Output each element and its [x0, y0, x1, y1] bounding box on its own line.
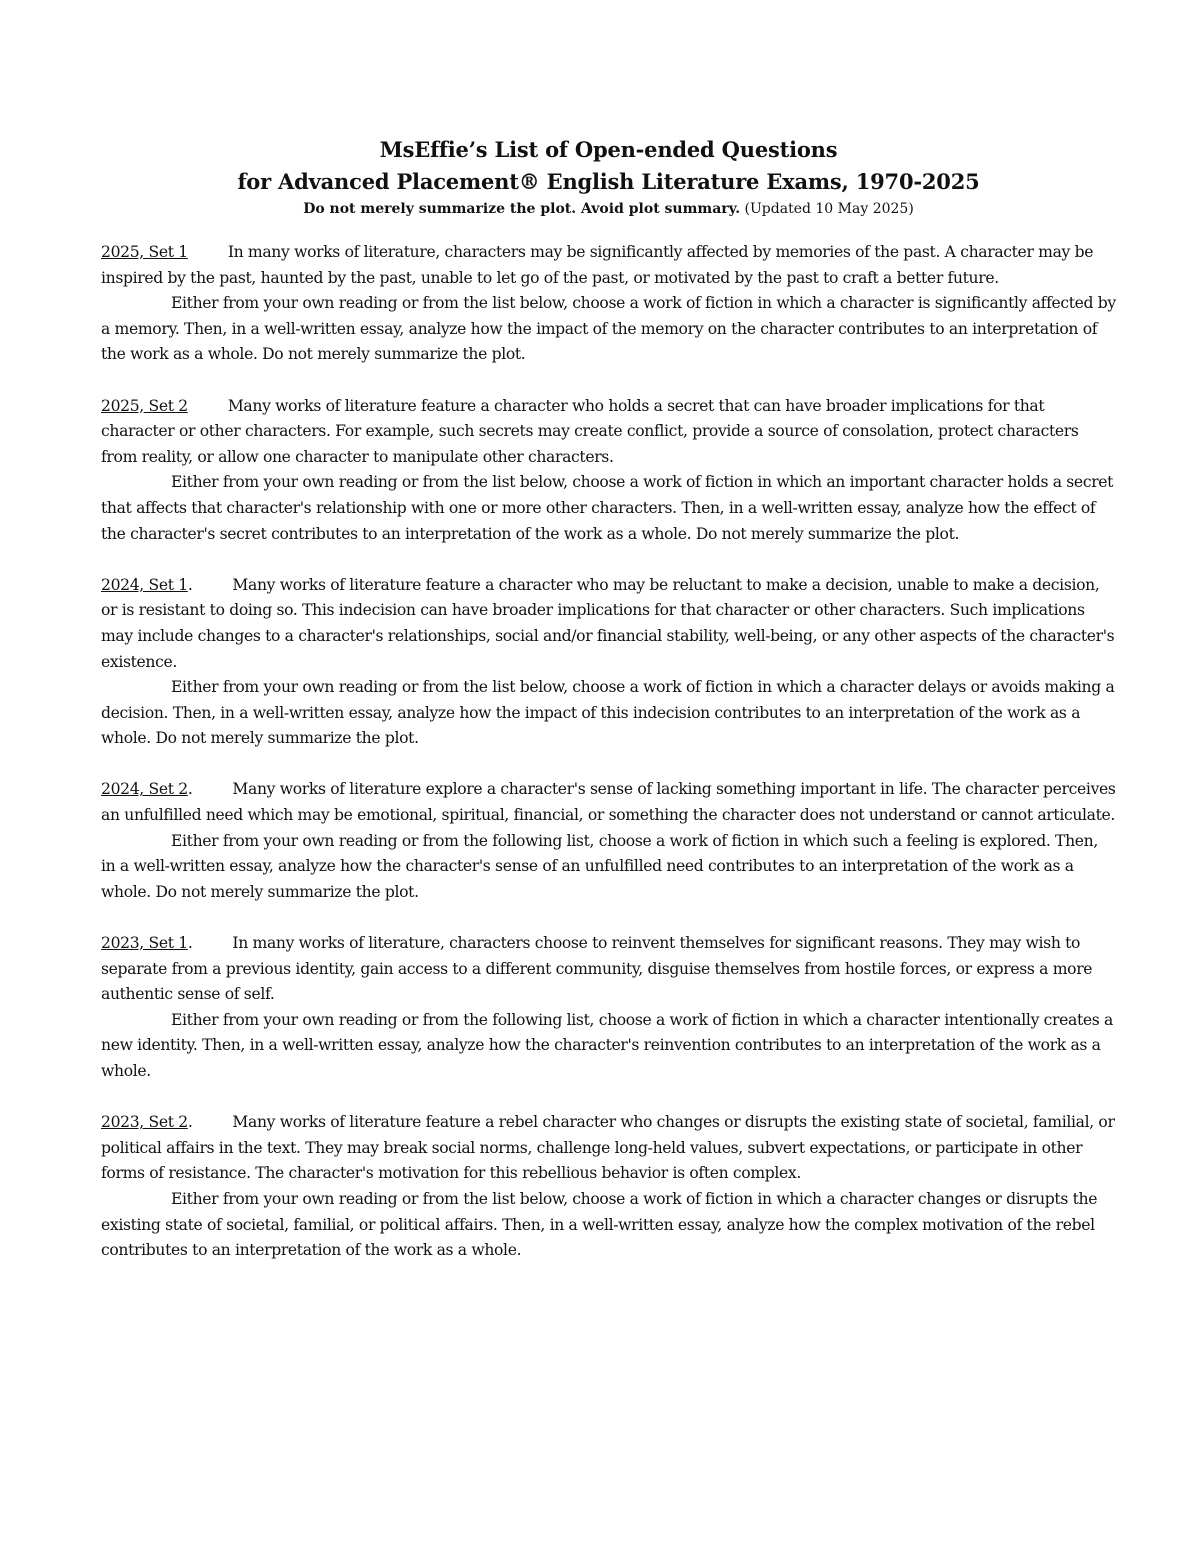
question-intro: Many works of literature feature a rebel character who changes or disrupts the existing state of societal, familial, or political affairs in the text. They may break social norms, challenge long-held values, subvert expectations, or participate in other forms of resistance. The character's motivation for this rebellious behavior is often complex. — [101, 1113, 1115, 1183]
subtitle-updated-date: (Updated 10 May 2025) — [744, 201, 914, 217]
question-label-suffix: . — [187, 934, 193, 953]
question-2023-set-1 — [101, 931, 1116, 1085]
question-task: Either from your own reading or from the list below, choose a work of fiction in which a character changes or disrupts the existing state of societal, familial, or political affairs. Then, in a well-written essay, analyze how the complex motivation of the rebel contributes to an interpretation of the work as a whole. — [101, 1189, 1098, 1260]
question-label: 2023, Set 2 — [101, 1113, 188, 1132]
document-page — [101, 134, 1116, 1289]
question-intro: Many works of literature feature a character who may be reluctant to make a decision, unable to make a decision, or is resistant to doing so. This indecision can have broader implications for that character or other characters. Such implications may include changes to a character's relationships, social and/or financial stability, well-being, or any other aspects of the character's existence. — [101, 575, 1115, 671]
question-intro: In many works of literature, characters choose to reinvent themselves for significant reasons. They may wish to separate from a previous identity, gain access to a different community, disguise themselves from hostile forces, or express a more authentic sense of self. — [101, 934, 1093, 1004]
question-label: 2025, Set 1 — [101, 243, 188, 261]
question-prompt — [101, 240, 1116, 291]
question-label-suffix: . — [187, 780, 193, 799]
question-task: Either from your own reading or from the list below, choose a work of fiction in which an important character holds a secret that affects that character's relationship with one or more other characters. Then, in a well-written essay, analyze how the effect of the character's secret contributes to an interpretation of the work as a whole. Do not merely summarize the plot. — [101, 473, 1114, 543]
document-title-line-2: for Advanced Placement® English Literature Exams, 1970-2025 — [237, 169, 980, 194]
question-label-suffix: . — [187, 1113, 193, 1132]
question-2025-set-1 — [101, 240, 1116, 368]
document-subtitle — [101, 198, 1116, 220]
question-label: 2024, Set 1 — [101, 575, 188, 594]
question-task: Either from your own reading or from the list below, choose a work of fiction in which a character delays or avoids making a decision. Then, in a well-written essay, analyze how the impact of this indecision contributes to an interpretation of the work as a whole. Do not merely summarize the plot. — [101, 678, 1115, 748]
question-task: Either from your own reading or from the list below, choose a work of fiction in which a character is significantly affected by a memory. Then, in a well-written essay, analyze how the impact of the memory on the character contributes to an interpretation of the work as a whole. Do not merely summarize the plot. — [101, 294, 1116, 364]
question-prompt — [101, 777, 1116, 828]
document-title-line-1: MsEffie’s List of Open-ended Questions — [379, 137, 838, 162]
question-prompt — [101, 931, 1116, 1008]
subtitle-instruction: Do not merely summarize the plot. Avoid plot summary. — [303, 201, 741, 217]
question-2024-set-1 — [101, 573, 1116, 752]
question-2025-set-2 — [101, 394, 1116, 548]
question-prompt — [101, 573, 1116, 675]
question-label: 2024, Set 2 — [101, 780, 188, 799]
question-prompt — [101, 1110, 1116, 1187]
question-prompt — [101, 394, 1116, 471]
question-task: Either from your own reading or from the following list, choose a work of fiction in which a character intentionally creates a new identity. Then, in a well-written essay, analyze how the character's reinvention contributes to an interpretation of the work as a whole. — [101, 1010, 1113, 1080]
question-intro: Many works of literature explore a character's sense of lacking something important in life. The character perceives an unfulfilled need which may be emotional, spiritual, financial, or something the character does not understand or cannot articulate. — [101, 780, 1116, 825]
question-label-suffix: . — [187, 575, 193, 594]
question-intro: In many works of literature, characters may be significantly affected by memories of the past. A character may be inspired by the past, haunted by the past, unable to let go of the past, or motivated by the past to craft a better future. — [101, 243, 1094, 287]
question-2023-set-2 — [101, 1110, 1116, 1264]
question-intro: Many works of literature feature a character who holds a secret that can have broader implications for that character or other characters. For example, such secrets may create conflict, provide a source of consolation, protect characters from reality, or allow one character to manipulate other characters. — [101, 396, 1079, 466]
question-task: Either from your own reading or from the following list, choose a work of fiction in which such a feeling is explored. Then, in a well-written essay, analyze how the character's sense of an unfulfilled need contributes to an interpretation of the work as a whole. Do not merely summarize the plot. — [101, 831, 1098, 901]
question-2024-set-2 — [101, 777, 1116, 905]
question-label: 2023, Set 1 — [101, 934, 188, 953]
question-label: 2025, Set 2 — [101, 396, 188, 415]
